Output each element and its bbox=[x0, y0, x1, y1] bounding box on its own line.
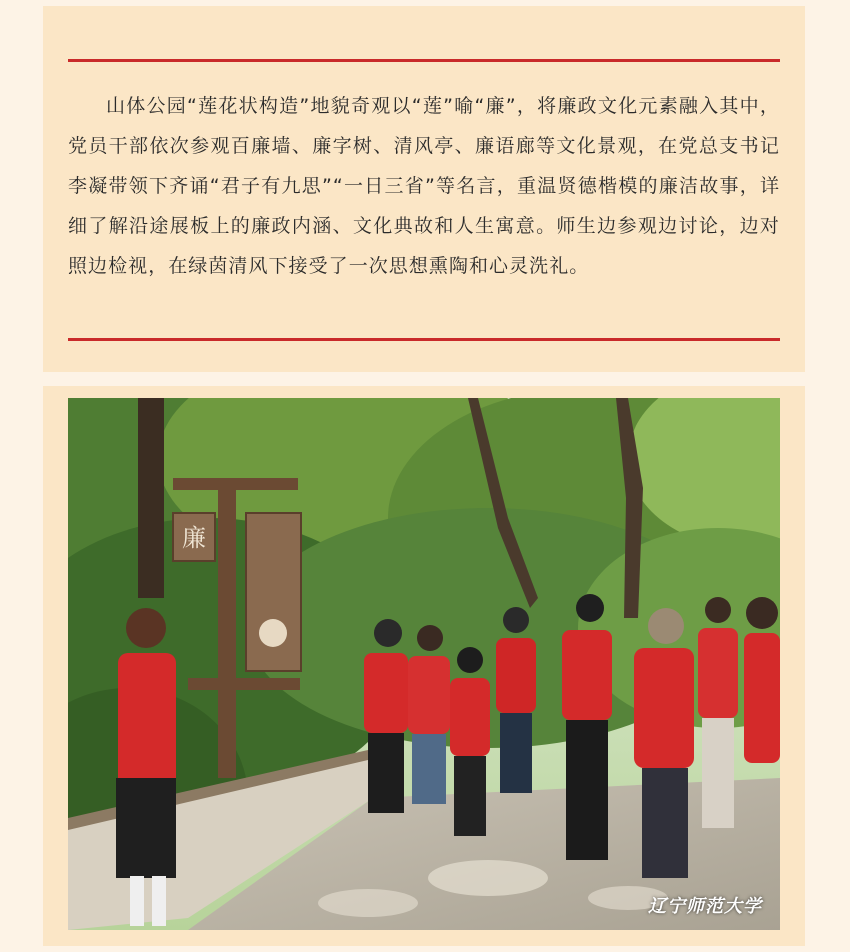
article-text-card bbox=[43, 6, 805, 372]
group-visit-photo bbox=[68, 398, 780, 930]
watermark: 辽宁师范大学 bbox=[648, 896, 762, 917]
bottom-divider bbox=[68, 338, 780, 341]
top-divider bbox=[68, 59, 780, 62]
sign-character: 廉 bbox=[182, 524, 206, 552]
photo-card bbox=[43, 386, 805, 946]
photo-illustration bbox=[68, 398, 780, 930]
article-paragraph: 山体公园“莲花状构造”地貌奇观以“莲”喻“廉”，将廉政文化元素融入其中，党员干部依次参观百廉墙、廉字树、清风亭、廉语廊等文化景观，在党总支书记李凝带领下齐诵“君子有九思”“一日三省”等名言，重温贤德楷模的廉洁故事，详细了解沿途展板上的廉政内涵、文化典故和人生寓意。师生边参观边讨论，边对照边检视，在绿茵清风下接受了一次思想熏陶和心灵洗礼。 bbox=[68, 95, 780, 277]
